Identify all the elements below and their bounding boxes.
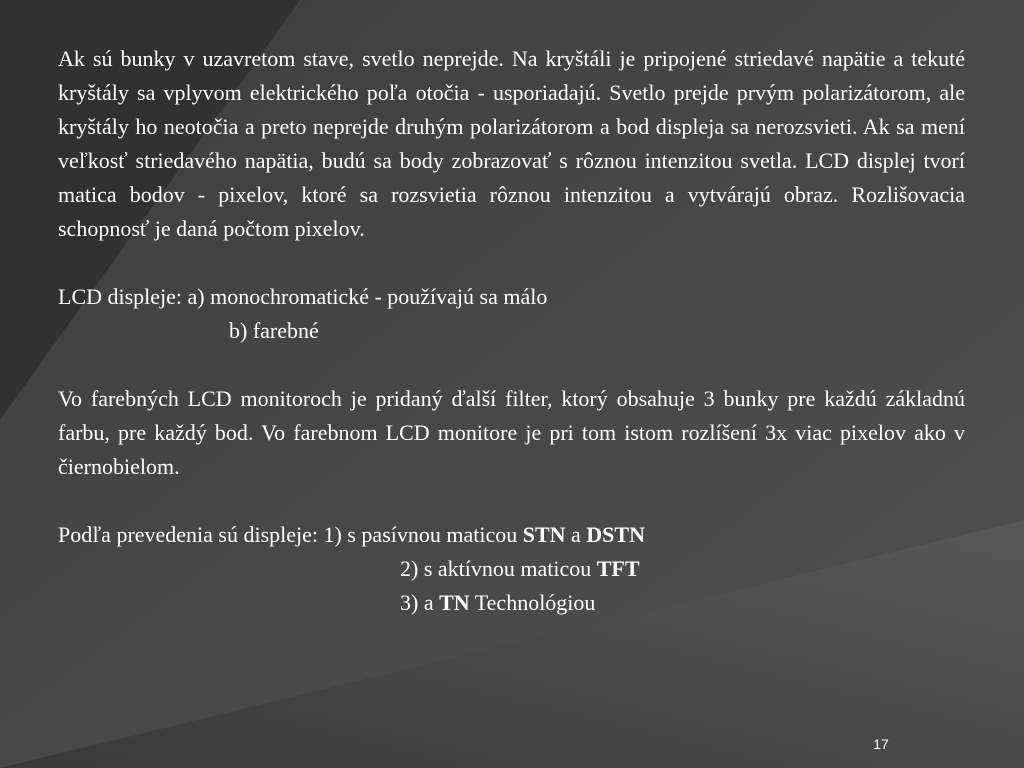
lcd-types-line-1: LCD displeje: a) monochromatické - používajú sa málo <box>58 284 548 309</box>
paragraph-color-lcd: Vo farebných LCD monitoroch je pridaný ďalší filter, ktorý obsahuje 3 bunky pre každú základnú farbu, pre každý bod. Vo farebnom LCD monitore je pri tom istom rozlíšení 3x viac pixelov ako v čiernobielom. <box>58 386 965 479</box>
display-types-line-1 <box>58 518 965 552</box>
display-types-line-2 <box>58 552 965 586</box>
tft-label: TFT <box>596 556 640 581</box>
slide-content <box>58 42 965 620</box>
display-types-line-3-suffix: Technológiou <box>469 590 596 615</box>
paragraph-lcd-operation: Ak sú bunky v uzavretom stave, svetlo neprejde. Na kryštáli je pripojené striedavé napätie a tekuté kryštály sa vplyvom elektrického poľa otočia - usporiadajú. Svetlo prejde prvým polarizátorom, ale kryštály ho neotočia a preto neprejde druhým polarizátorom a bod displeja sa nerozsvieti. Ak sa mení veľkosť striedavého napätia, budú sa body zobrazovať s rôznou intenzitou svetla. LCD displej tvorí matica bodov - pixelov, ktoré sa rozsvietia rôznou intenzitou a vytvárajú obraz. Rozlišovacia schopnosť je daná počtom pixelov. <box>58 46 965 241</box>
stn-label: STN <box>522 522 566 547</box>
display-types-line-1-text: Podľa prevedenia sú displeje: 1) s pasívnou maticou <box>58 522 523 547</box>
page-number: 17 <box>873 736 889 752</box>
lcd-types-line-2: b) farebné <box>229 318 319 343</box>
display-types-line-2-text: 2) s aktívnou maticou <box>400 556 597 581</box>
lcd-types-list <box>58 280 965 348</box>
display-types-list <box>58 518 965 620</box>
display-types-line-1-mid: a <box>565 522 587 547</box>
tn-label: TN <box>439 590 470 615</box>
display-types-line-3-text: 3) a <box>400 590 440 615</box>
dstn-label: DSTN <box>586 522 645 547</box>
display-types-line-3 <box>58 586 965 620</box>
